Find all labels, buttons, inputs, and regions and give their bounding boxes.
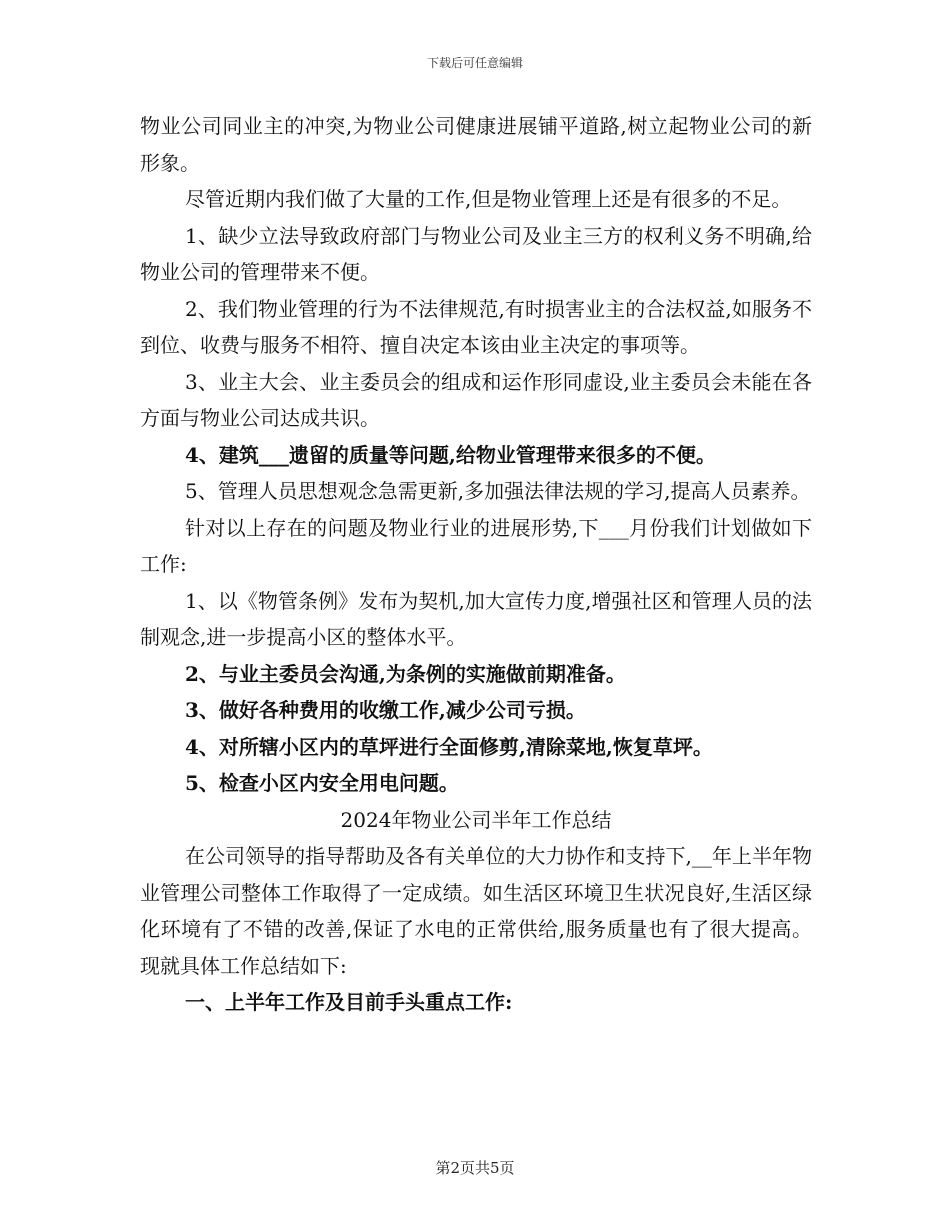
list-item: 3、业主大会、业主委员会的组成和运作形同虚设,业主委员会未能在各方面与物业公司达成共识。 — [140, 369, 812, 430]
section-heading: 一、上半年工作及目前手头重点工作: — [185, 990, 513, 1014]
list-item: 1、以《物管条例》发布为契机,加大宣传力度,增强社区和管理人员的法制观念,进一步提高小区的整体水平。 — [140, 588, 812, 649]
document-body — [140, 108, 812, 1021]
page-number: 第2页共5页 — [435, 1159, 515, 1177]
section-title: 2024年物业公司半年工作总结 — [340, 807, 612, 832]
list-item: 5、检查小区内安全用电问题。 — [185, 771, 459, 795]
list-item: 2、我们物业管理的行为不法律规范,有时损害业主的合法权益,如服务不到位、收费与服务不相符、擅自决定本该由业主决定的事项等。 — [140, 296, 812, 357]
page-header: 下载后可任意编辑 — [426, 56, 523, 70]
list-item: 4、对所辖小区内的草坪进行全面修剪,清除菜地,恢复草坪。 — [185, 734, 713, 759]
list-item: 4、建筑___遗留的质量等问题,给物业管理带来很多的不便。 — [185, 442, 716, 467]
paragraph: 尽管近期内我们做了大量的工作,但是物业管理上还是有很多的不足。 — [185, 187, 792, 211]
paragraph: 物业公司同业主的冲突,为物业公司健康进展铺平道路,树立起物业公司的新形象。 — [140, 114, 812, 175]
list-item: 1、缺少立法导致政府部门与物业公司及业主三方的权利义务不明确,给物业公司的管理带来不便。 — [140, 223, 812, 284]
paragraph: 在公司领导的指导帮助及各有关单位的大力协作和支持下,__年上半年物业管理公司整体工作取得了一定成绩。如生活区环境卫生状况良好,生活区绿化环境有了不错的改善,保证了水电的正常供给,服务质量也有了很大提高。现就具体工作总结如下: — [140, 844, 812, 978]
list-item: 3、做好各种费用的收缴工作,减少公司亏损。 — [185, 698, 586, 722]
paragraph: 针对以上存在的问题及物业行业的进展形势,下___月份我们计划做如下工作: — [140, 515, 812, 576]
list-item: 2、与业主委员会沟通,为条例的实施做前期准备。 — [185, 661, 626, 686]
list-item: 5、管理人员思想观念急需更新,多加强法律法规的学习,提高人员素养。 — [185, 479, 811, 503]
